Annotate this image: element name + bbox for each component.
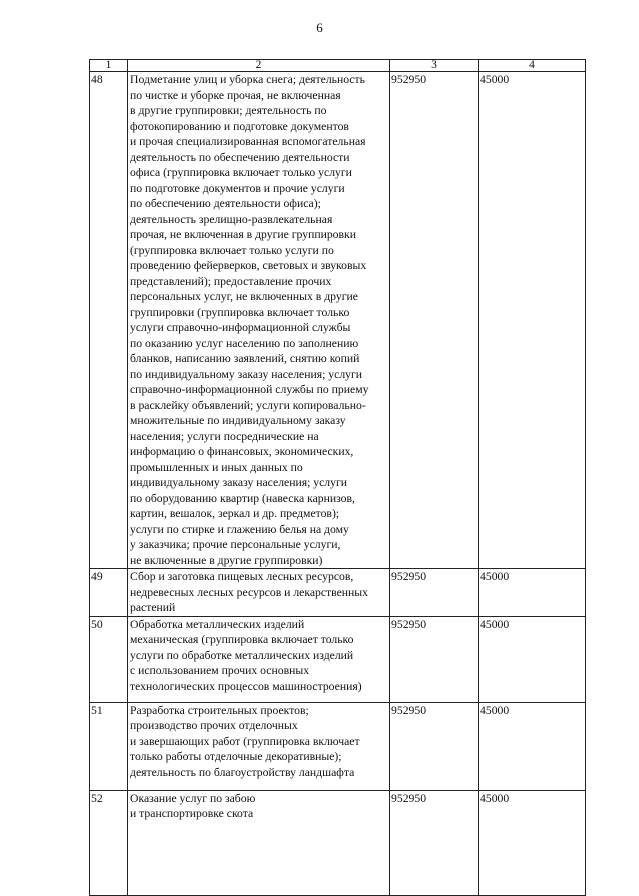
row-value-3: 952950 bbox=[390, 790, 479, 895]
column-header-2: 2 bbox=[128, 60, 390, 72]
row-description: Сбор и заготовка пищевых лесных ресурсов, недревесных лесных ресурсов и лекарственных растений bbox=[128, 569, 390, 617]
row-number: 52 bbox=[90, 790, 128, 895]
table-row bbox=[90, 790, 586, 895]
row-value-4: 45000 bbox=[479, 569, 586, 617]
column-header-1: 1 bbox=[90, 60, 128, 72]
row-number: 51 bbox=[90, 702, 128, 790]
row-description: Оказание услуг по забою и транспортировке скота bbox=[128, 790, 390, 895]
row-value-4: 45000 bbox=[479, 790, 586, 895]
page-number: 6 bbox=[316, 20, 323, 35]
column-header-3: 3 bbox=[390, 60, 479, 72]
row-value-4: 45000 bbox=[479, 616, 586, 702]
row-value-3: 952950 bbox=[390, 702, 479, 790]
table-row bbox=[90, 569, 586, 617]
row-number: 50 bbox=[90, 616, 128, 702]
header-row bbox=[90, 60, 586, 72]
table-row bbox=[90, 702, 586, 790]
row-description: Разработка строительных проектов; производство прочих отделочных и завершающих работ (группировка включает только работы отделочные декоративные); деятельность по благоустройству ландшафта bbox=[128, 702, 390, 790]
row-number: 49 bbox=[90, 569, 128, 617]
table-row bbox=[90, 616, 586, 702]
row-value-4: 45000 bbox=[479, 72, 586, 569]
row-value-4: 45000 bbox=[479, 702, 586, 790]
row-number: 48 bbox=[90, 72, 128, 569]
row-description: Подметание улиц и уборка снега; деятельность по чистке и уборке прочая, не включенная в другие группировки; деятельность по фотокопированию и подготовке документов и прочая специализированная вспомогательная деятельность по обеспечению деятельности офиса (группировка включает только услуги по подготовке документов и прочие услуги по обеспечению деятельности офиса); деятельность зрелищно-развлекательная прочая, не включенная в другие группировки (группировка включает только услуги по проведению фейерверков, световых и звуковых представлений); предоставление прочих персональных услуг, не включенных в другие группировки (группировка включает только услуги справочно-информационной службы по оказанию услуг населению по заполнению бланков, написанию заявлений, снятию копий по индивидуальному заказу населения; услуги справочно-информационной службы по приему в расклейку объявлений; услуги копировально- множительные по индивидуальному заказу населения; услуги посреднические на информацию о финансовых, экономических, промышленных и иных данных по индивидуальному заказу населения; услуги по оборудованию квартир (навеска карнизов, картин, вешалок, зеркал и др. предметов); услуги по стирке и глажению белья на дому у заказчика; прочие персональные услуги, не включенные в другие группировки) bbox=[128, 72, 390, 569]
row-value-3: 952950 bbox=[390, 616, 479, 702]
column-header-4: 4 bbox=[479, 60, 586, 72]
row-value-3: 952950 bbox=[390, 569, 479, 617]
data-table bbox=[89, 59, 586, 896]
row-description: Обработка металлических изделий механическая (группировка включает только услуги по обработке металлических изделий с использованием прочих основных технологических процессов машиностроения) bbox=[128, 616, 390, 702]
row-value-3: 952950 bbox=[390, 72, 479, 569]
table-row bbox=[90, 72, 586, 569]
